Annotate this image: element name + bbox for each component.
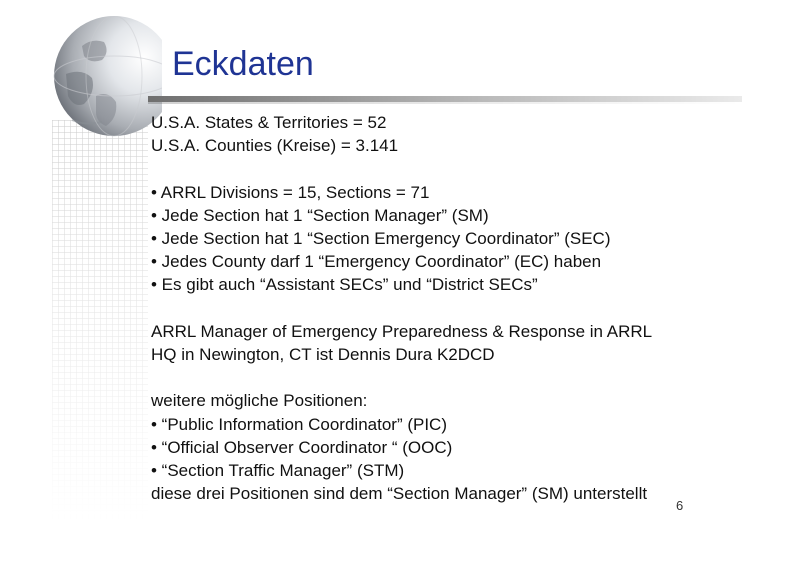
decorative-grid (52, 120, 148, 520)
slide-body (151, 111, 751, 505)
manager-line: ARRL Manager of Emergency Preparedness & Response in ARRL (151, 321, 653, 341)
stat-line: U.S.A. States & Territories = 52 (151, 113, 387, 132)
position-item: • “Official Observer Coordinator “ (OOC) (151, 437, 453, 457)
title-divider-shadow (148, 102, 742, 104)
slide-title: Eckdaten (172, 45, 314, 83)
manager-line: HQ in Newington, CT ist Dennis Dura K2DCD (151, 345, 495, 364)
position-item: • “Public Information Coordinator” (PIC) (151, 414, 447, 434)
bullet-item: • ARRL Divisions = 15, Sections = 71 (151, 182, 430, 202)
bullet-item: • Jede Section hat 1 “Section Emergency Coordinator” (SEC) (151, 229, 611, 248)
bullet-item: • Jede Section hat 1 “Section Manager” (SM) (151, 205, 489, 225)
spacer (151, 366, 751, 389)
page-number: 6 (676, 498, 684, 513)
stat-line: U.S.A. Counties (Kreise) = 3.141 (151, 136, 399, 156)
spacer (151, 297, 751, 320)
bullet-item: • Es gibt auch “Assistant SECs” und “District SECs” (151, 275, 538, 295)
globe-icon (52, 16, 162, 176)
bullet-item: • Jedes County darf 1 “Emergency Coordinator” (EC) haben (151, 252, 602, 272)
positions-heading: weitere mögliche Positionen: (151, 391, 368, 411)
closing-line: diese drei Positionen sind dem “Section Manager” (SM) unterstellt (151, 484, 648, 504)
position-item: • “Section Traffic Manager” (STM) (151, 461, 405, 480)
spacer (151, 157, 751, 180)
